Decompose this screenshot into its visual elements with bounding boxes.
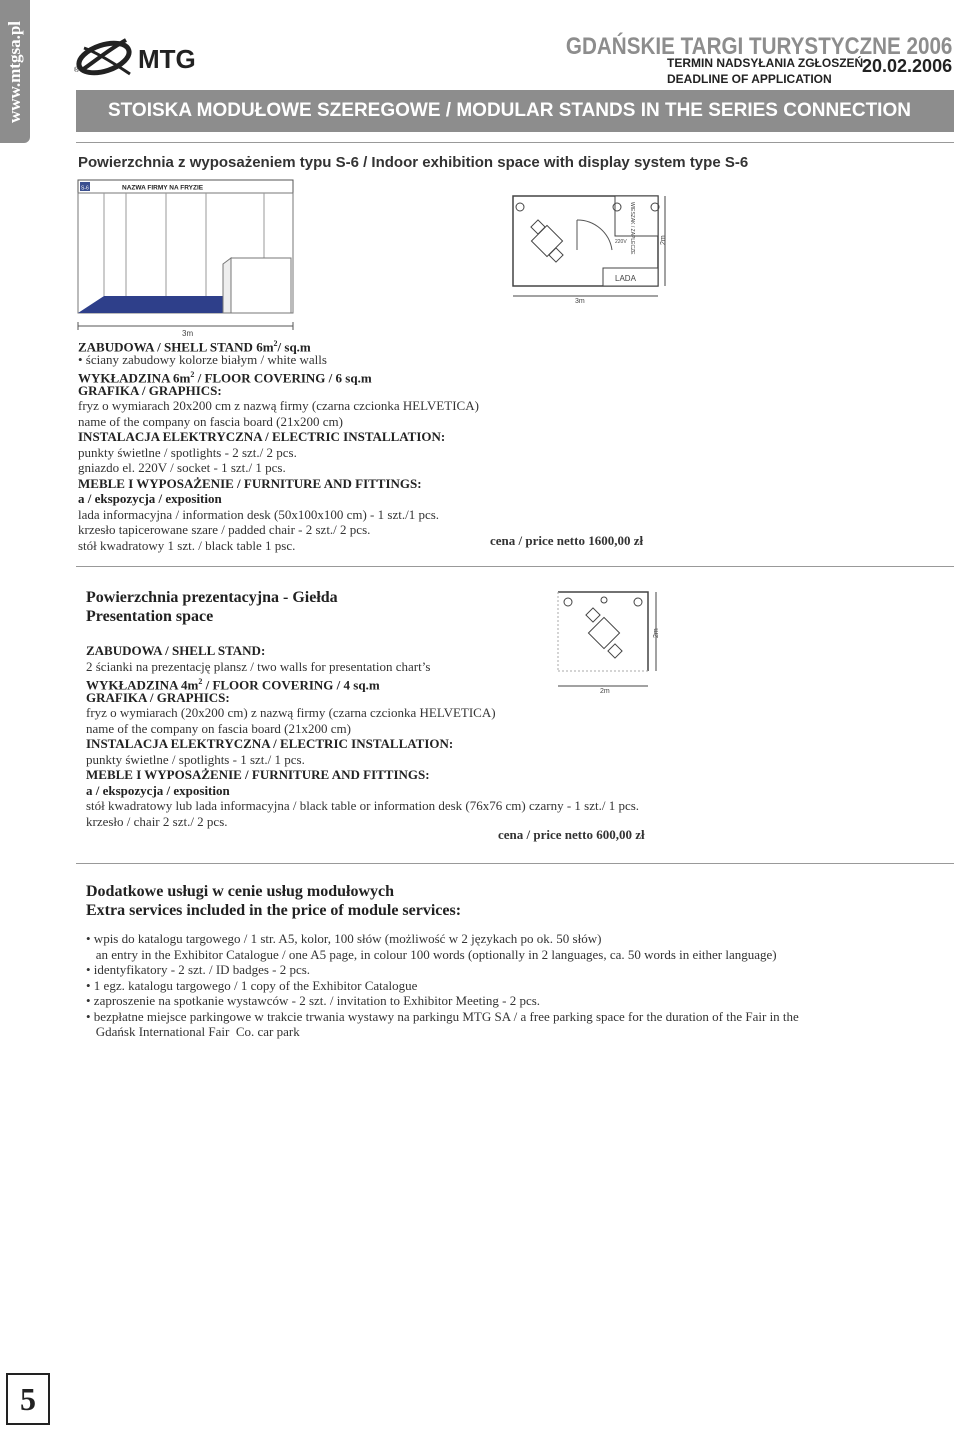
s2-line-floor: WYKŁADZINA $4m^2$ / FLOOR COVERING / 4 sq.m bbox=[86, 677, 380, 693]
section1-price: cena / price netto 1600,00 zł bbox=[490, 533, 644, 548]
mtg-logo bbox=[74, 34, 214, 84]
s2-line-graphics: GRAFIKA / GRAPHICS: bbox=[86, 689, 230, 705]
s1-line-table: stół kwadratowy 1 szt. / black table 1 psc. bbox=[78, 537, 296, 553]
s2-line-shell: ZABUDOWA / SHELL STAND: bbox=[86, 643, 266, 658]
s2-line-fascia-pl: fryz o wymiarach (20x200 cm) z nazwą firmy (czarna czcionka HELVETICA) bbox=[86, 705, 496, 720]
logo-text: MTG bbox=[138, 44, 196, 74]
s1-line-electric: INSTALACJA ELEKTRYCZNA / ELECTRIC INSTALLATION: bbox=[78, 429, 446, 444]
section2-title bbox=[86, 588, 338, 626]
s2-line-furniture: MEBLE I WYPOSAŻENIE / FURNITURE AND FITTINGS: bbox=[86, 767, 430, 782]
logo-registered-mark: ® bbox=[74, 67, 80, 74]
s2-line-spotlights: punkty świetlne / spotlights - 1 szt./ 1 pcs. bbox=[86, 751, 305, 767]
s1-line-shell: ZABUDOWA / SHELL STAND $6m^2/$ sq.m bbox=[78, 339, 311, 355]
stand-illustration bbox=[76, 178, 296, 338]
deadline-label-en: DEADLINE OF APPLICATION bbox=[667, 72, 832, 86]
s2-line-exposition: a / ekspozycja / exposition bbox=[86, 782, 230, 798]
s1-line-fascia-en: name of the company on fascia board (21x200 cm) bbox=[78, 413, 343, 429]
s1-line-exposition: a / ekspozycja / exposition bbox=[78, 491, 222, 506]
page-number: 5 bbox=[6, 1373, 50, 1425]
stand-width-label: 3m bbox=[182, 329, 194, 338]
service-item: an entry in the Exhibitor Catalogue / one A5 page, in colour 100 words (optionally in 2 languages, ca. 50 words in either language) bbox=[86, 946, 777, 962]
service-item: • 1 egz. katalogu targowego / 1 copy of the Exhibitor Catalogue bbox=[86, 977, 418, 993]
section3-title bbox=[86, 882, 461, 920]
s1-line-chairs: krzesło tapicerowane szare / padded chair - 2 szt./ 2 pcs. bbox=[78, 522, 371, 537]
floor-plan-s6 bbox=[505, 190, 675, 305]
extra-services-list bbox=[86, 931, 799, 1040]
s2-line-fascia-en: name of the company on fascia board (21x200 cm) bbox=[86, 720, 351, 736]
s1-line-spotlights: punkty świetlne / spotlights - 2 szt./ 2 pcs. bbox=[78, 444, 297, 460]
section2-title-en: Presentation space bbox=[86, 608, 214, 625]
deadline-date: 20.02.2006 bbox=[862, 56, 953, 76]
plan1-width-label: 3m bbox=[575, 298, 585, 305]
section3-title-en: Extra services included in the price of module services: bbox=[86, 902, 462, 919]
s2-line-table: stół kwadratowy lub lada informacyjna / black table or information desk (76x76 cm) czarny - 1 szt./ 1 pcs. bbox=[86, 798, 640, 813]
section2-price: cena / price netto 600,00 zł bbox=[498, 827, 645, 842]
s1-line-graphics: GRAFIKA / GRAPHICS: bbox=[78, 382, 222, 398]
s2-line-walls: 2 ścianki na prezentację plansz / two walls for presentation chart’s bbox=[86, 658, 431, 674]
side-url-text: www.mtgsa.pl bbox=[5, 20, 24, 123]
plan-socket-label: 220V bbox=[615, 239, 627, 245]
plan-storage-label: WIESZAK / ZAPLECZE bbox=[629, 202, 635, 255]
s1-line-desk: lada informacyjna / information desk (50x100x100 cm) - 1 szt./1 pcs. bbox=[78, 506, 440, 522]
s2-line-electric: INSTALACJA ELEKTRYCZNA / ELECTRIC INSTALLATION: bbox=[86, 736, 454, 751]
plan2-width-label: 2m bbox=[600, 688, 610, 695]
s1-line-walls: • ściany zabudowy kolorze białym / white walls bbox=[78, 351, 327, 367]
section-banner: STOISKA MODUŁOWE SZEREGOWE / MODULAR STANDS IN THE SERIES CONNECTION bbox=[76, 90, 954, 132]
section1-title: Powierzchnia z wyposażeniem typu S-6 / Indoor exhibition space with display system type S-6 bbox=[78, 154, 749, 171]
section1-details bbox=[78, 336, 479, 553]
s2-line-chairs: krzesło / chair 2 szt./ 2 pcs. bbox=[86, 813, 228, 829]
service-item: • identyfikatory - 2 szt. / ID badges - 2 pcs. bbox=[86, 962, 311, 977]
service-item: • zaproszenie na spotkanie wystawców - 2 szt. / invitation to Exhibitor Meeting - 2 pcs. bbox=[86, 993, 541, 1008]
side-url-tab bbox=[0, 0, 30, 143]
service-item: • wpis do katalogu targowego / 1 str. A5, kolor, 100 słów (możliwość w 2 językach po ok. 50 słów) bbox=[86, 931, 602, 946]
fascia-number: S-6 bbox=[81, 185, 89, 192]
divider bbox=[76, 566, 954, 567]
service-item: • bezpłatne miejsce parkingowe w trakcie trwania wystawy na parkingu MTG SA / a free parking space for the duration of the Fair in the bbox=[86, 1008, 799, 1024]
plan2-depth-label: 2m bbox=[653, 628, 660, 638]
section2-title-pl: Powierzchnia prezentacyjna - Giełda bbox=[86, 589, 338, 606]
fair-title: GDAŃSKIE TARGI TURYSTYCZNE 2006 bbox=[565, 33, 952, 60]
divider bbox=[76, 142, 954, 143]
s1-line-floor: WYKŁADZINA $6m^2$ / FLOOR COVERING / 6 sq.m bbox=[78, 370, 372, 386]
fascia-text: NAZWA FIRMY NA FRYZIE bbox=[122, 184, 204, 192]
s1-line-fascia-pl: fryz o wymiarach 20x200 cm z nazwą firmy (czarna czcionka HELVETICA) bbox=[78, 398, 479, 413]
s1-line-socket: gniazdo el. 220V / socket - 1 szt./ 1 pcs. bbox=[78, 460, 286, 475]
s1-line-furniture: MEBLE I WYPOSAŻENIE / FURNITURE AND FITTINGS: bbox=[78, 475, 422, 491]
service-item: Gdańsk International Fair Co. car park bbox=[86, 1024, 300, 1039]
divider bbox=[76, 863, 954, 864]
section3-title-pl: Dodatkowe usługi w cenie usług modułowych bbox=[86, 883, 395, 900]
plan-desk-label: LADA bbox=[615, 274, 636, 283]
section2-details bbox=[86, 643, 639, 829]
plan1-depth-label: 2m bbox=[660, 235, 667, 245]
deadline-label-pl: TERMIN NADSYŁANIA ZGŁOSZEŃ bbox=[667, 56, 864, 70]
